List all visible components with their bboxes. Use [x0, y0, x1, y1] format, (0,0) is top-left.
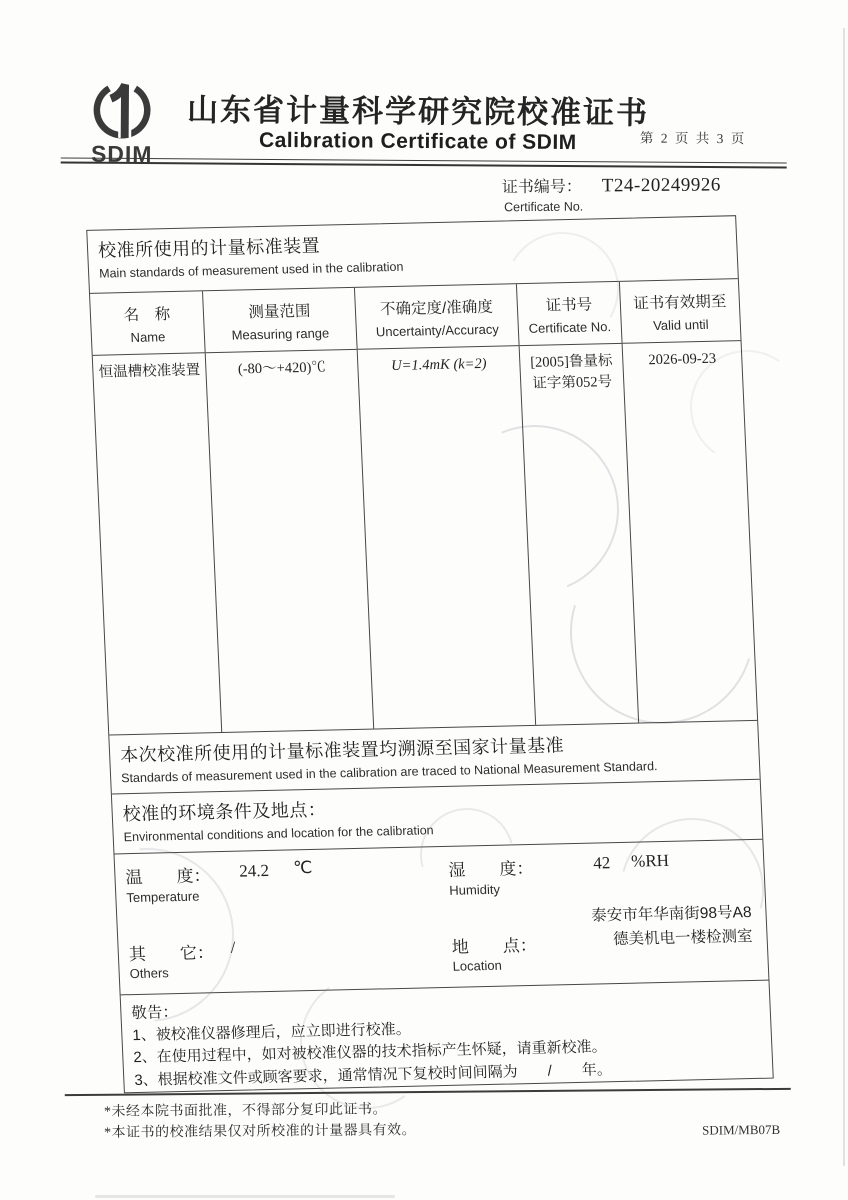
table-header-certno [517, 282, 622, 346]
header-range-cn: 测量范围 [248, 302, 311, 322]
table-column-valid [620, 279, 757, 722]
footnote-2: *本证书的校准结果仅对所校准的计量器具有效。 [104, 1123, 417, 1141]
header-certno-cn: 证书号 [545, 296, 593, 315]
others-label: 其 它： [128, 943, 215, 965]
location-sublabel: Location [452, 957, 503, 975]
header-name-cn: 名 称 [123, 305, 171, 324]
table-column-range [203, 288, 374, 731]
notice-section [121, 979, 773, 1092]
environment-title-en: Environmental conditions and location for the calibration [123, 823, 434, 845]
environment-values-section [114, 839, 768, 994]
others-sublabel: Others [129, 965, 170, 982]
cell-standard-certno [520, 344, 624, 395]
certificate-title-en: Calibration Certificate of SDIM [258, 128, 577, 155]
cell-certno-line2: 证字第052号 [532, 374, 613, 393]
standards-table [90, 278, 757, 734]
location-label: 地 点： [451, 936, 538, 958]
logo-text: SDIM [90, 140, 153, 168]
table-header-range [203, 288, 357, 353]
standards-title-cn: 校准所使用的计量标准装置 [97, 235, 321, 261]
humidity-unit: %RH [630, 851, 670, 872]
header-name-en: Name [130, 328, 166, 345]
page-number: 第 2 页 共 3 页 [639, 130, 747, 147]
notice-item-1: 1、被校准仪器修理后，应立即进行校准。 [132, 1020, 412, 1044]
humidity-value: 42 [592, 853, 611, 873]
location-address-line2: 德美机电一楼检测室 [612, 928, 753, 949]
notice-title: 敬告： [131, 1003, 179, 1022]
certificate-no-label-en: Certificate No. [503, 199, 584, 215]
table-header-name [90, 292, 205, 356]
table-column-certno [517, 282, 639, 724]
form-code: SDIM/MB07B [702, 1121, 781, 1138]
table-header-valid [620, 279, 741, 344]
table-header-uncertainty [355, 284, 519, 350]
environment-title-cn: 校准的环境条件及地点： [122, 799, 327, 825]
certificate-no-value: T24-20249926 [601, 174, 721, 197]
header-certno-en: Certificate No. [528, 318, 612, 336]
certificate-main-box [86, 215, 774, 1093]
header-uncertainty-en: Uncertainty/Accuracy [375, 321, 500, 340]
temperature-value: 24.2 [238, 861, 270, 881]
traceability-en: Standards of measurement used in the calibration are traced to National Measurement Standard. [120, 758, 658, 785]
standards-title-en: Main standards of measurement used in the calibration [98, 259, 404, 281]
header-valid-en: Valid until [652, 316, 709, 333]
certificate-no-label-cn: 证书编号： [501, 178, 582, 197]
notice-item-3: 3、根据校准文件或顾客要求，通常情况下复校时间间隔为 / 年。 [133, 1060, 613, 1089]
temperature-unit: ℃ [292, 858, 313, 878]
footnote-1: *未经本院书面批准，不得部分复印此证书。 [103, 1102, 387, 1120]
header-range-en: Measuring range [231, 325, 330, 343]
temperature-sublabel: Temperature [126, 888, 200, 906]
header-uncertainty-cn: 不确定度/准确度 [379, 298, 494, 319]
others-value: / [230, 938, 236, 958]
cell-valid-until: 2026-09-23 [648, 350, 717, 369]
cell-certno-line1: [2005]鲁量标 [529, 353, 613, 372]
cell-standard-name: 恒温槽校准装置 [98, 362, 201, 381]
humidity-sublabel: Humidity [448, 882, 501, 899]
traceability-cn: 本次校准所使用的计量标准装置均溯源至国家计量基准 [119, 734, 565, 765]
notice-item-2: 2、在使用过程中，如对被校准仪器的技术指标产生怀疑，请重新校准。 [133, 1038, 607, 1067]
temperature-label: 温 度： [125, 866, 211, 888]
certificate-number-row [502, 172, 721, 198]
cell-uncertainty: U=1.4mK (k=2) [390, 356, 487, 375]
table-column-uncertainty [355, 284, 536, 728]
table-column-name [90, 292, 222, 735]
header-valid-cn: 证书有效期至 [632, 293, 727, 313]
humidity-label: 湿 度： [448, 859, 534, 881]
location-address-line1: 泰安市年华南街98号A8 [590, 904, 752, 925]
cell-measuring-range: (-80～+420)℃ [237, 359, 327, 378]
certificate-title-cn: 山东省计量科学研究院校准证书 [186, 92, 650, 131]
